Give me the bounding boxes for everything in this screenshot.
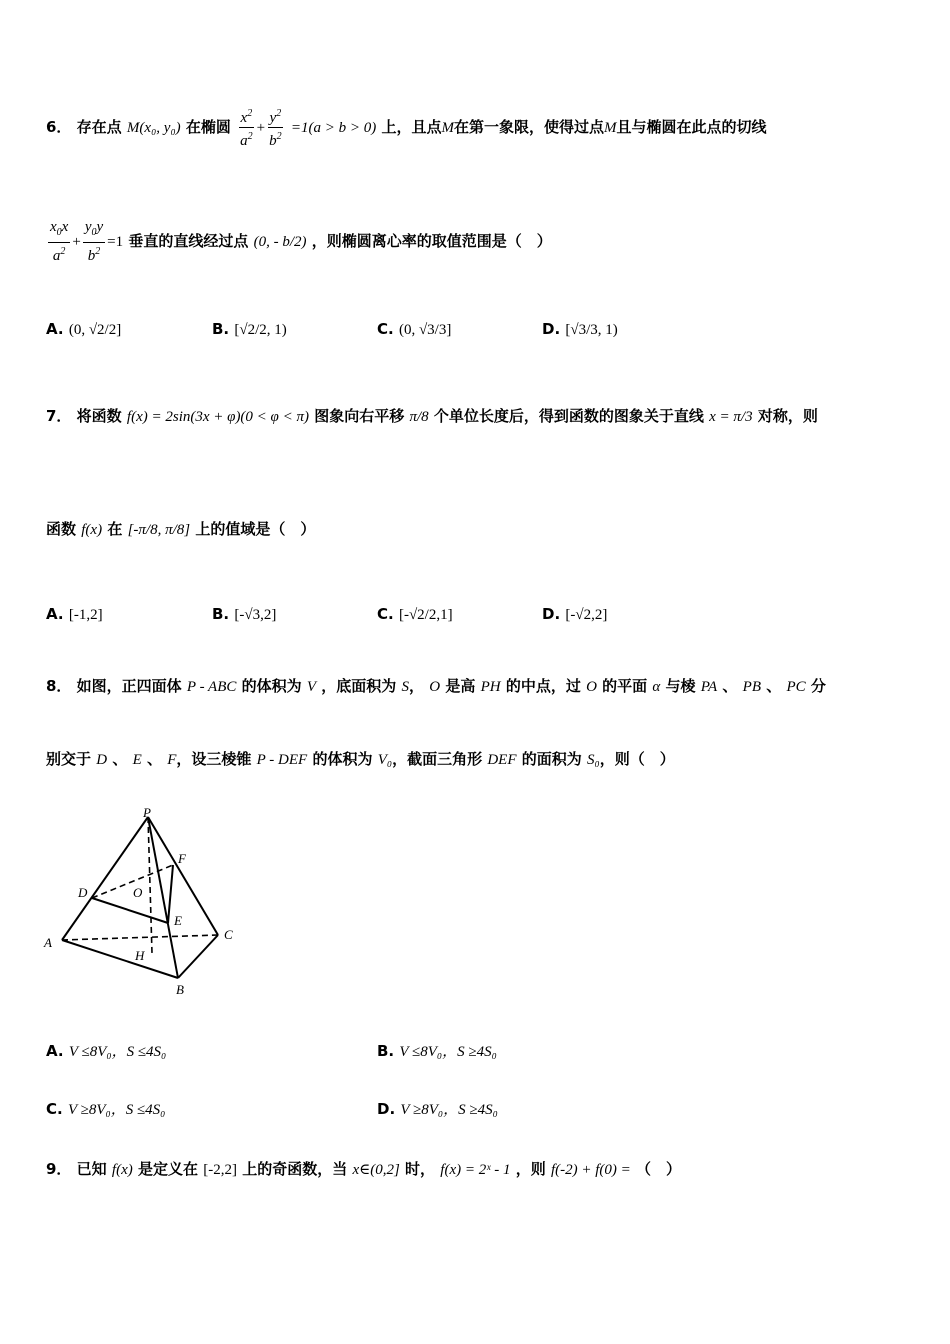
option-label: C.	[377, 320, 394, 338]
label-c: C	[224, 927, 233, 942]
q8-text: 的体积为	[312, 750, 373, 768]
q8-o: O	[429, 679, 441, 695]
option-value: (0, √3/3]	[398, 322, 452, 338]
option-value: [√3/3, 1)	[565, 322, 618, 338]
q8-text: 的面积为	[521, 750, 582, 768]
q8-line1	[46, 675, 826, 696]
q7-text: 上的值域是（ ）	[195, 520, 316, 538]
option-label: A.	[46, 1042, 64, 1060]
q8-d: D	[96, 752, 108, 768]
q8-alpha: α	[652, 679, 661, 695]
q7-number: 7．	[46, 407, 72, 425]
option-label: D.	[542, 320, 561, 338]
q6-text: 在第一象限，使得过点	[453, 118, 604, 136]
option-label: C.	[46, 1100, 63, 1118]
label-e: E	[174, 913, 182, 928]
label-b: B	[176, 982, 184, 997]
option-value: V ≤8V₀，S ≤4S₀	[68, 1044, 167, 1060]
q8-option-c[interactable]	[46, 1098, 165, 1119]
q7-line2	[46, 518, 315, 539]
q8-text: ，则（ ）	[599, 750, 675, 768]
option-label: A.	[46, 605, 64, 623]
option-value: V ≥8V₀，S ≤4S₀	[67, 1102, 166, 1118]
q8-pa: PA	[700, 679, 718, 695]
q6-m: M	[603, 120, 617, 136]
q9-interval: [-2,2]	[203, 1162, 237, 1178]
q6-text: ，则椭圆离心率的取值范围是（ ）	[311, 232, 552, 250]
q7-option-d[interactable]	[542, 605, 607, 624]
q9-number: 9．	[46, 1160, 72, 1178]
q9-cond: x∈(0,2]	[352, 1162, 400, 1178]
q8-text: 如图，正四面体	[76, 677, 182, 695]
q8-f: F	[167, 752, 177, 768]
q8-pyr: P - DEF	[256, 752, 308, 768]
q8-number: 8．	[46, 677, 72, 695]
q8-e: E	[132, 752, 142, 768]
q6-tangent-rhs: =1	[107, 234, 124, 250]
q8-sep: 、	[112, 750, 128, 768]
q7-text: 图象向右平移	[314, 407, 405, 425]
option-value: V ≤8V₀，S ≥4S₀	[399, 1044, 497, 1060]
option-value: [√2/2, 1)	[234, 322, 287, 338]
option-value: [-√3,2]	[234, 607, 277, 623]
q8-pb: PB	[742, 679, 761, 695]
q9-def: f(x) = 2ˣ - 1	[440, 1162, 511, 1178]
q8-text: ，底面积为	[321, 677, 397, 695]
q7-text: 对称，则	[757, 407, 818, 425]
q8-pc: PC	[786, 679, 806, 695]
q8-v: V	[306, 679, 317, 695]
q9-text: 已知	[76, 1160, 107, 1178]
q6-text: 且与椭圆在此点的切线	[616, 118, 767, 136]
q6-tangent-x: $\frac{x_0x}{a^2}$	[50, 219, 69, 264]
q6-option-d[interactable]	[542, 320, 618, 339]
option-label: B.	[212, 320, 230, 338]
q7-fx: f(x)	[81, 522, 103, 538]
q6-text: 上，且点	[381, 118, 442, 136]
q7-text: 在	[107, 520, 123, 538]
q8-solid: P - ABC	[186, 679, 237, 695]
q6-x-term: $\frac{x^2}{a^2}$	[238, 105, 255, 150]
q8-ph: PH	[480, 679, 501, 695]
option-label: C.	[377, 605, 394, 623]
q6-number: 6．	[46, 118, 72, 136]
label-f: F	[178, 851, 186, 866]
q8-text: ，设三棱锥	[176, 750, 252, 768]
q8-o: O	[586, 679, 597, 695]
option-label: B.	[377, 1042, 395, 1060]
q8-text: 分	[810, 677, 826, 695]
q7-line: x = π/3	[709, 409, 753, 425]
q7-shift: π/8	[409, 409, 429, 425]
q7-option-a[interactable]	[46, 605, 103, 624]
option-label: D.	[542, 605, 561, 623]
option-value: (0, √2/2]	[68, 322, 122, 338]
q7-func: f(x) = 2sin(3x + φ)(0 < φ < π)	[126, 409, 309, 425]
option-value: [-1,2]	[68, 607, 103, 623]
q8-text: ，截面三角形	[392, 750, 483, 768]
q8-text: 的体积为	[241, 677, 302, 695]
q6-line1: 6． 存在点 M(x₀, y₀) 在椭圆 $\frac{x^2}{a^2}$ + $\frac{y^2}{b^2}$ =1(a > b > 0) 上，且点M在第一象限，使得过点M且与椭圆在此点的切线	[46, 105, 766, 150]
option-value: [-√2,2]	[565, 607, 608, 623]
option-value: [-√2/2,1]	[398, 607, 453, 623]
q6-text: 在椭圆	[185, 118, 231, 136]
option-label: A.	[46, 320, 64, 338]
q8-text: 是高	[445, 677, 476, 695]
tetrahedron-figure	[40, 805, 250, 1000]
q9-expr: f(-2) + f(0) =	[550, 1162, 631, 1178]
q8-text: 别交于	[46, 750, 92, 768]
label-p: P	[143, 805, 151, 820]
q7-line1	[46, 405, 818, 426]
q6-ellipse-cond: =1(a > b > 0)	[290, 120, 377, 136]
q9-text: 时，	[405, 1160, 436, 1178]
q8-s: S	[401, 679, 410, 695]
q8-def: DEF	[487, 752, 517, 768]
label-a: A	[44, 935, 52, 950]
q7-text: 函数	[46, 520, 77, 538]
q9-text: 上的奇函数，当	[242, 1160, 348, 1178]
label-o: O	[133, 885, 143, 900]
q8-sep: 、	[766, 677, 782, 695]
q6-point2: (0, - b/2)	[253, 234, 307, 250]
q6-option-b[interactable]	[212, 320, 287, 339]
q6-point: M(x₀, y₀)	[126, 120, 181, 136]
q6-option-a[interactable]	[46, 320, 121, 339]
q6-option-c[interactable]	[377, 320, 451, 339]
q6-text: 垂直的直线经过点	[128, 232, 249, 250]
label-d: D	[78, 885, 88, 900]
q9-text: ，则	[515, 1160, 546, 1178]
q6-tangent-y: $\frac{y_0y}{b^2}$	[84, 219, 104, 264]
option-label: B.	[212, 605, 230, 623]
q7-text: 个单位长度后，得到函数的图象关于直线	[433, 407, 704, 425]
q6-line2: $\frac{x_0x}{a^2}$ + $\frac{y_0y}{b^2}$ =1 垂直的直线经过点 (0, - b/2) ，则椭圆离心率的取值范围是（ ）	[50, 219, 552, 264]
q7-interval: [-π/8, π/8]	[127, 522, 191, 538]
q8-text: 的中点，过	[505, 677, 581, 695]
q9-text: （ ）	[636, 1160, 682, 1178]
q8-option-b[interactable]	[377, 1040, 497, 1061]
q7-option-c[interactable]	[377, 605, 453, 624]
q9-line1	[46, 1158, 681, 1179]
q8-sep: 、	[146, 750, 162, 768]
q8-v0: V₀	[377, 752, 393, 768]
q7-text: 将函数	[76, 407, 122, 425]
q9-fx: f(x)	[111, 1162, 133, 1178]
option-value: V ≥8V₀，S ≥4S₀	[400, 1102, 498, 1118]
q8-option-a[interactable]	[46, 1040, 166, 1061]
label-h: H	[135, 948, 145, 963]
q9-text: 是定义在	[137, 1160, 198, 1178]
q6-text: 存在点	[76, 118, 122, 136]
option-label: D.	[377, 1100, 396, 1118]
q6-m: M	[441, 120, 454, 136]
q6-y-term: $\frac{y^2}{b^2}$	[267, 105, 284, 150]
q8-s0: S₀	[586, 752, 600, 768]
q8-sep: 、	[722, 677, 738, 695]
q7-option-b[interactable]	[212, 605, 276, 624]
q8-option-d[interactable]	[377, 1098, 498, 1119]
q8-text: ，	[409, 677, 425, 695]
q8-text: 的平面	[602, 677, 648, 695]
q8-line2	[46, 748, 675, 769]
q8-text: 与棱	[665, 677, 696, 695]
